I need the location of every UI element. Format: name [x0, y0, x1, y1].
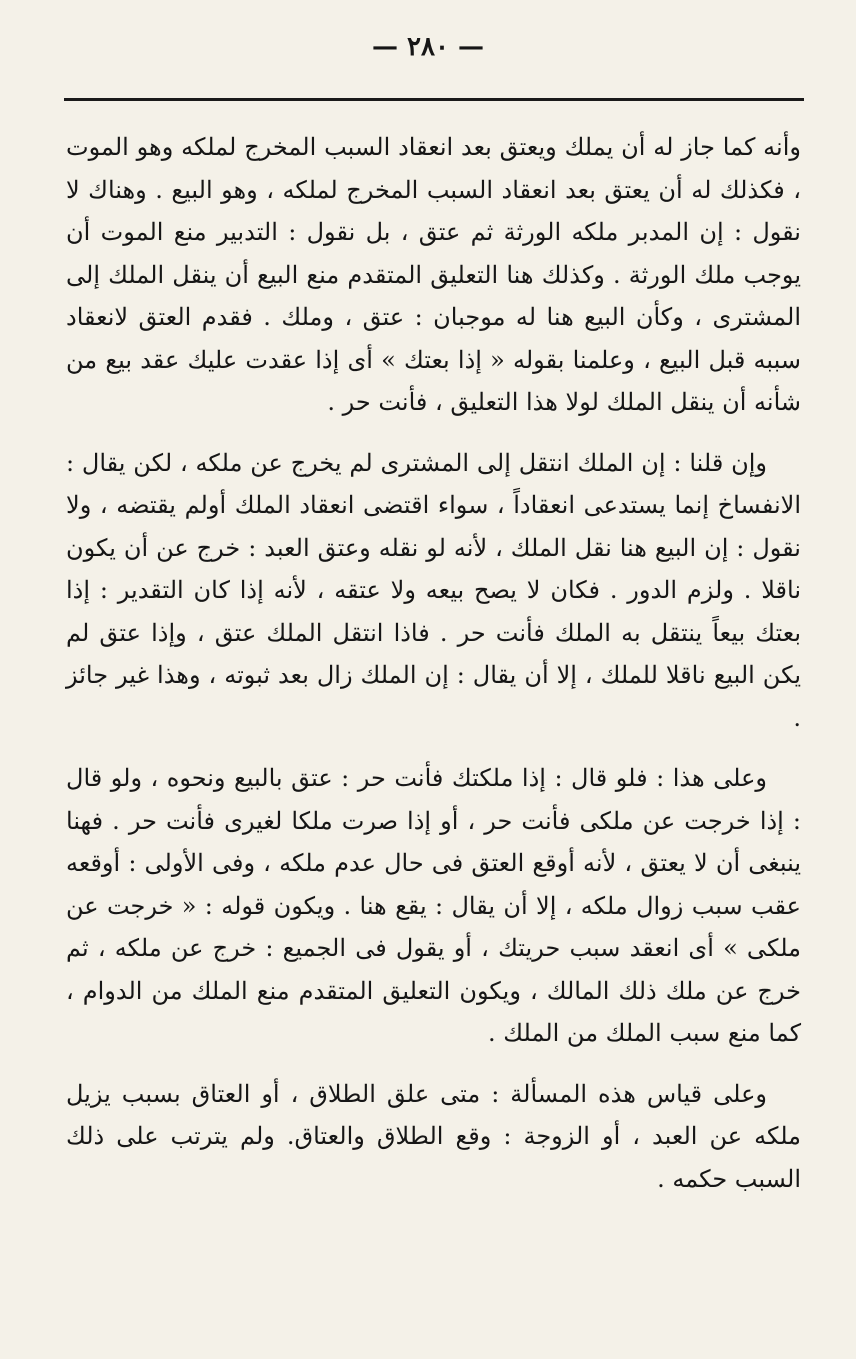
body-text — [66, 126, 801, 1218]
paragraph-4: وعلى قياس هذه المسألة : متى علق الطلاق ، أو العتاق بسبب يزيل ملكه عن العبد ، أو الزوجة : وقع الطلاق والعتاق. ولم يترتب على ذلك السبب حكمه . — [66, 1079, 801, 1193]
paragraph-1: وأنه كما جاز له أن يملك ويعتق بعد انعقاد السبب المخرج لملكه وهو الموت ، فكذلك له أن يعتق بعد انعقاد السبب المخرج لملكه ، وهو البيع . وهناك لا نقول : إن المدبر ملكه الورثة ثم عتق ، بل نقول : التدبير منع الموت أن يوجب ملك الورثة . وكذلك هنا التعليق المتقدم منع البيع أن ينقل الملك إلى المشترى ، وكأن البيع هنا له موجبان : عتق ، وملك . فقدم العتق لانعقاد سببه قبل البيع ، وعلمنا بقوله « إذا بعتك » أى إذا عقدت عليك عقد بيع من شأنه أن ينقل الملك لولا هذا التعليق ، فأنت حر . — [66, 133, 801, 416]
paragraph-2: وإن قلنا : إن الملك انتقل إلى المشترى لم يخرج عن ملكه ، لكن يقال : الانفساخ إنما يستدعى انعقاداً ، سواء اقتضى انعقاد الملك أولم يقتضه ، ولا نقول : إن البيع هنا نقل الملك ، لأنه لو نقله وعتق العبد : خرج عن أن يكون ناقلا . ولزم الدور . فكان لا يصح بيعه ولا عتقه ، لأنه إذا كان التقدير : إذا بعتك بيعاً ينتقل به الملك فأنت حر . فاذا انتقل الملك عتق ، وإذا عتق لم يكن البيع ناقلا للملك ، إلا أن يقال : إن الملك زال بعد ثبوته ، وهذا غير جائز . — [66, 448, 801, 732]
paragraph-3: وعلى هذا : فلو قال : إذا ملكتك فأنت حر : عتق بالبيع ونحوه ، ولو قال : إذا خرجت عن ملكى فأنت حر ، أو إذا صرت ملكا لغيرى فأنت حر . فهنا ينبغى أن لا يعتق ، لأنه أوقع العتق فى حال عدم ملكه ، وفى الأولى : أوقعه عقب سبب زوال ملكه ، إلا أن يقال : يقع هنا . ويكون قوله : « خرجت عن ملكى » أى انعقد سبب حريتك ، أو يقول فى الجميع : خرج عن ملكه ، ثم خرج عن ملك ذلك المالك ، ويكون التعليق المتقدم منع الملك من الدوام ، كما منع سبب الملك من الملك . — [66, 764, 801, 1047]
header-rule — [64, 98, 804, 101]
page-number: — ٢٨٠ — — [371, 32, 485, 62]
